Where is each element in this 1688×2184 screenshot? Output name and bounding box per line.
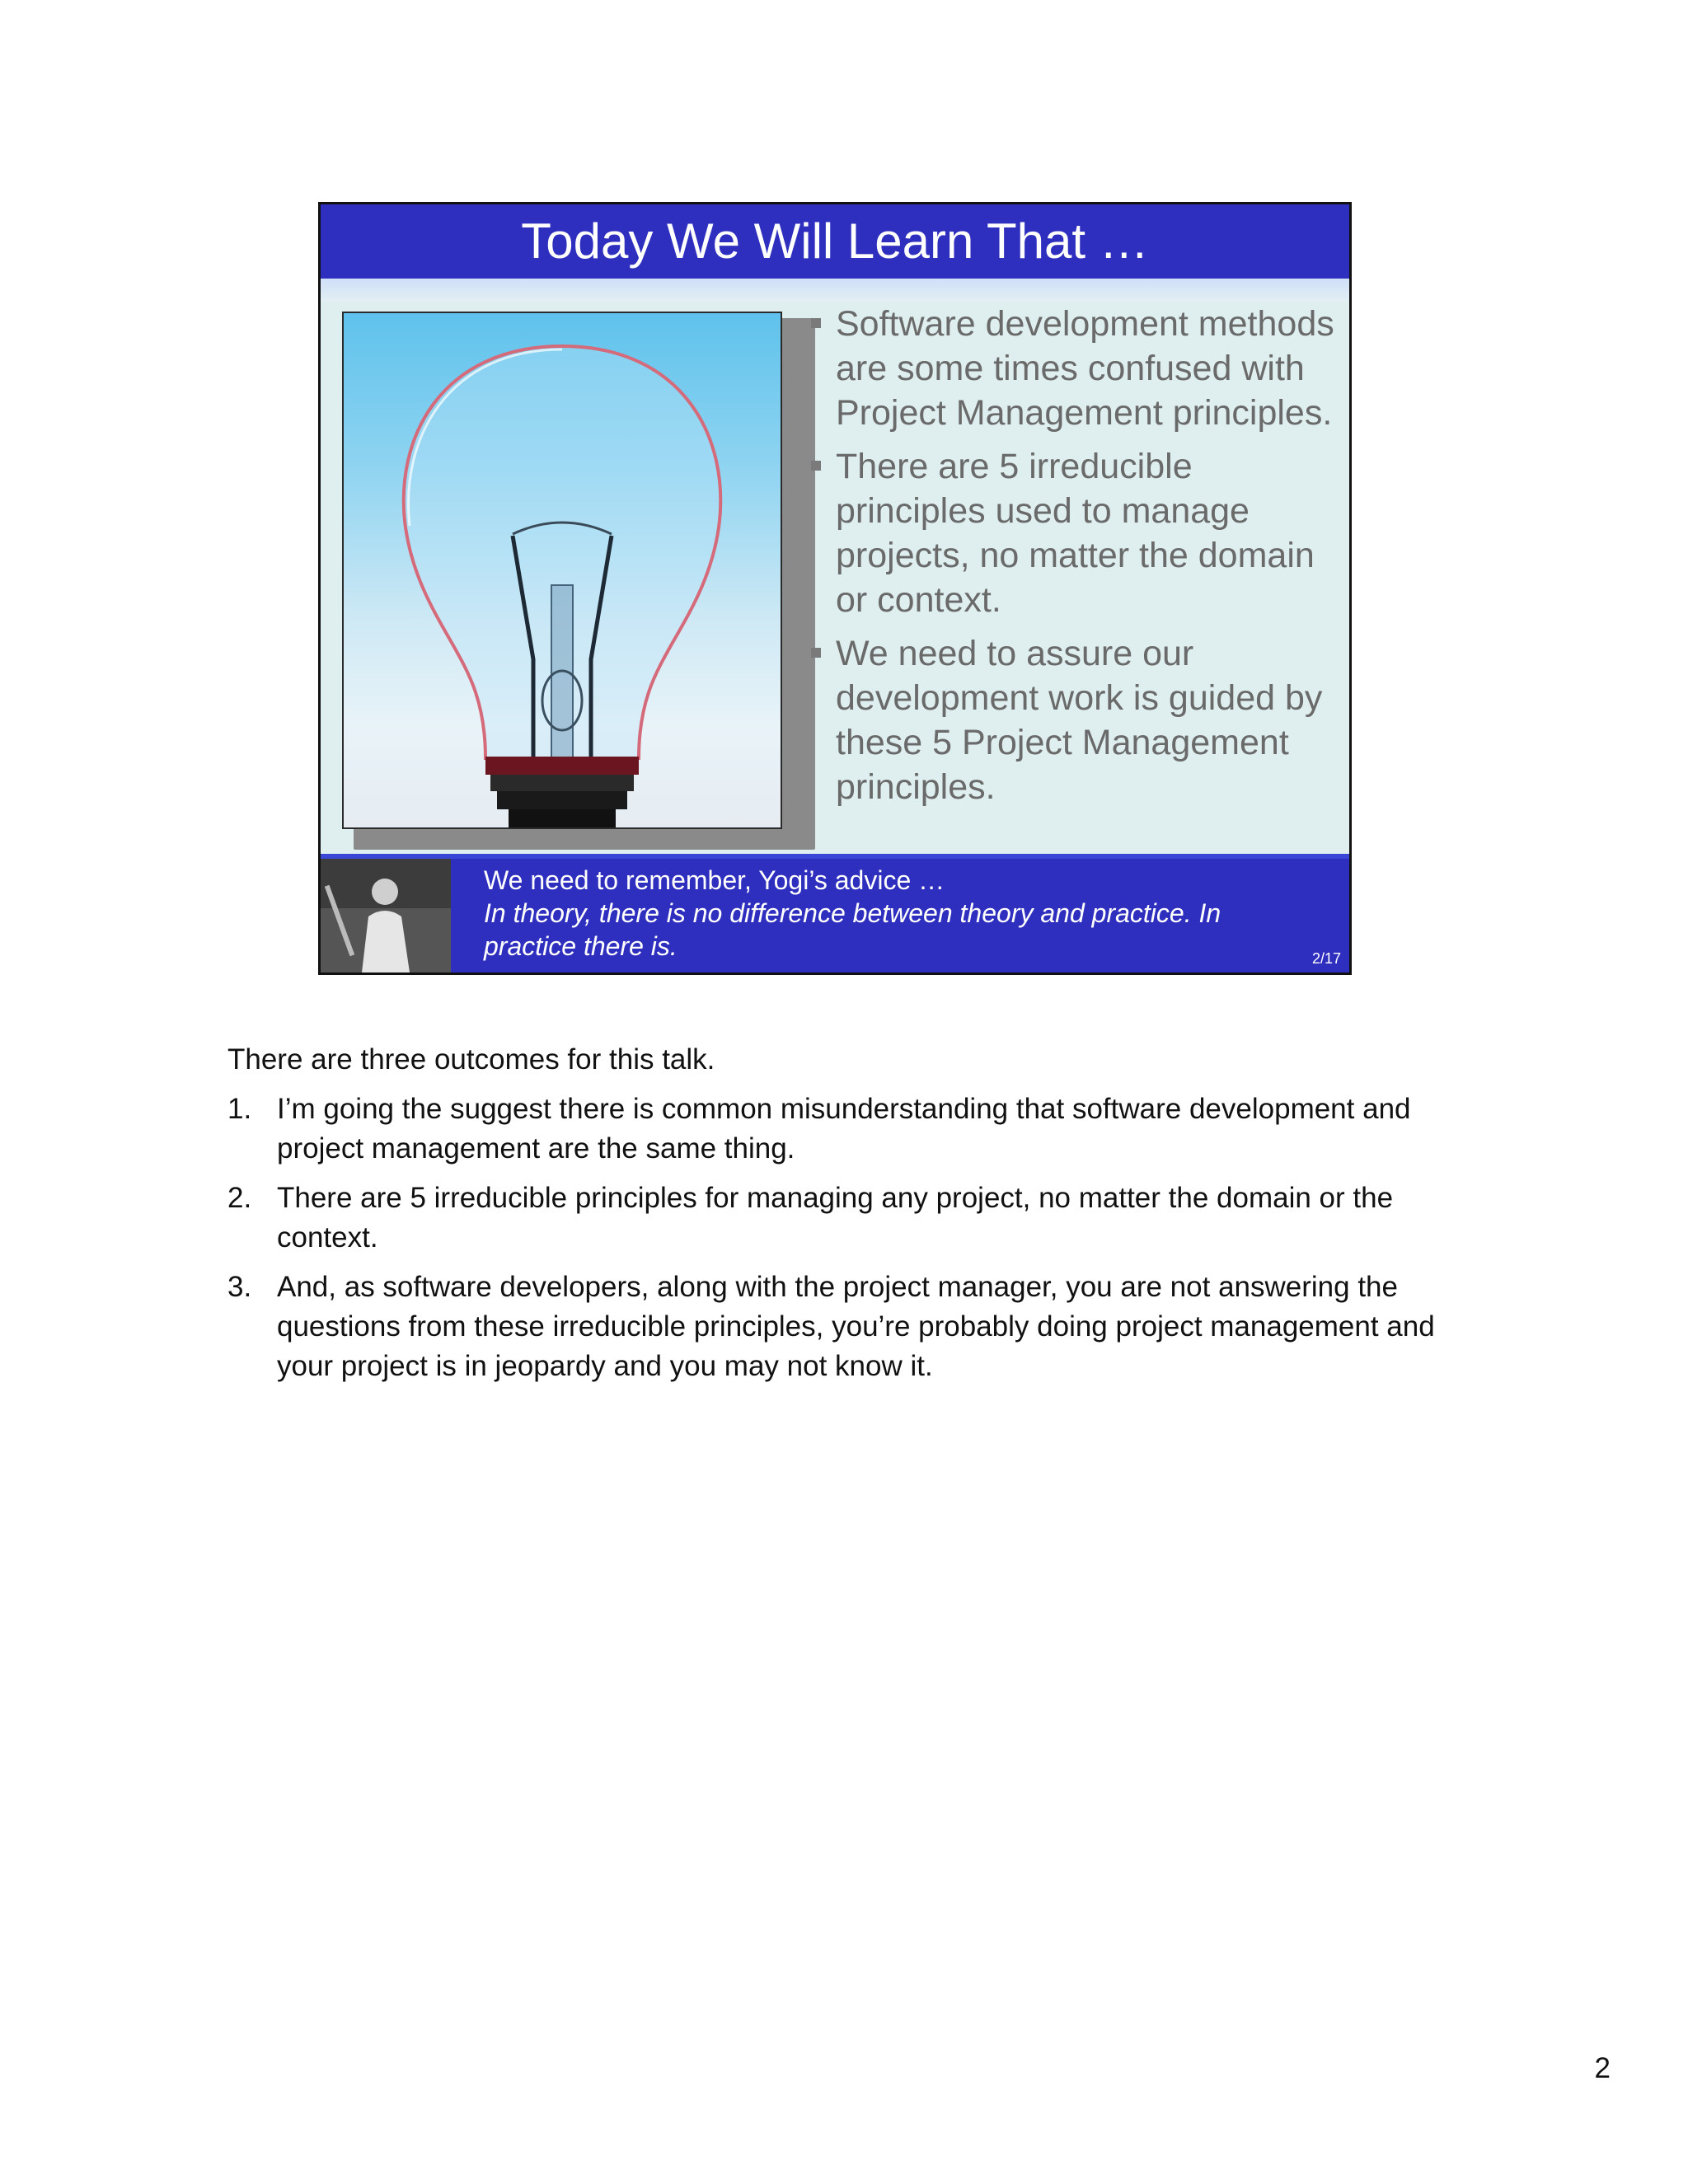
slide-bullet-text: Software development methods are some times confused with Project Management principles.	[836, 304, 1334, 433]
list-item	[227, 1268, 1439, 1386]
list-item-number: 2.	[227, 1182, 252, 1214]
square-bullet-icon	[811, 648, 821, 658]
slide-bullet	[811, 302, 1339, 435]
notes-list	[227, 1090, 1439, 1386]
slide-bullet	[811, 444, 1339, 622]
footer-quote-block	[484, 864, 1275, 963]
slide-bullet-text: We need to assure our development work is guided by these 5 Project Management principles.	[836, 634, 1323, 807]
header-divider	[321, 279, 1349, 302]
baseball-player-photo	[321, 859, 451, 972]
footer-quote: In theory, there is no difference between theory and practice. In practice there is.	[484, 898, 1221, 961]
light-bulb-photo	[342, 312, 782, 829]
light-bulb-icon	[344, 313, 781, 827]
slide-bullet-list	[811, 302, 1339, 818]
slide-image	[318, 202, 1352, 975]
notes-intro: There are three outcomes for this talk.	[227, 1043, 715, 1076]
slide-number: 2/17	[1311, 950, 1341, 967]
list-item-text: There are 5 irreducible principles for managing any project, no matter the domain or the context.	[277, 1182, 1394, 1254]
slide-title: Today We Will Learn That …	[321, 204, 1349, 279]
footer-line: We need to remember, Yogi’s advice …	[484, 865, 945, 895]
speaker-notes	[227, 1040, 1439, 1396]
list-item-number: 1.	[227, 1093, 252, 1125]
slide-footer	[321, 859, 1349, 972]
list-item	[227, 1179, 1439, 1258]
list-item	[227, 1090, 1439, 1169]
footer-divider	[321, 854, 1349, 859]
slide-bullet-text: There are 5 irreducible principles used to manage projects, no matter the domain or context.	[836, 447, 1315, 620]
page-number: 2	[1594, 2052, 1611, 2084]
baseball-player-icon	[321, 859, 451, 972]
slide-bullet	[811, 631, 1339, 809]
square-bullet-icon	[811, 318, 821, 328]
list-item-number: 3.	[227, 1271, 252, 1303]
list-item-text: I’m going the suggest there is common misunderstanding that software development and project management are the same thing.	[277, 1093, 1411, 1165]
square-bullet-icon	[811, 461, 821, 471]
list-item-text: And, as software developers, along with the project manager, you are not answering the questions from these irreducible principles, you’re probably doing project management and your project is in jeopardy and you may not know it.	[277, 1271, 1435, 1382]
